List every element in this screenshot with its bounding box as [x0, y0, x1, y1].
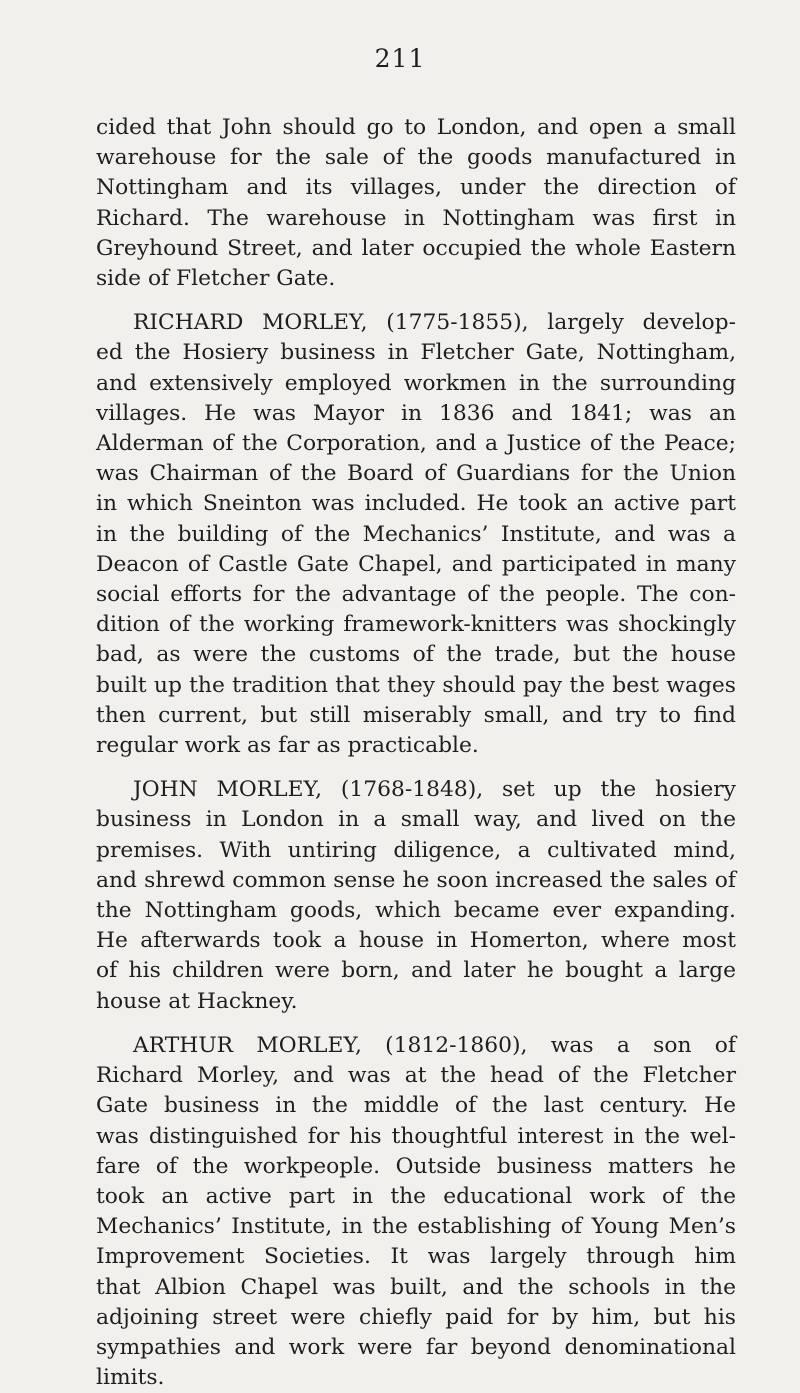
text-line: and shrewd common sense he soon increased the sales of — [96, 867, 736, 893]
text-line: regular work as far as practicable. — [96, 733, 479, 759]
text-line: Nottingham and its villages, under the direction of — [96, 175, 736, 201]
page-number: 211 — [374, 44, 426, 73]
text-line: ed the Hosiery business in Fletcher Gate, Nottingham, — [96, 340, 736, 366]
text-line: was distinguished for his thoughtful interest in the wel- — [96, 1123, 736, 1149]
text-line: cided that John should go to London, and open a small — [96, 115, 736, 140]
text-line: in which Sneinton was included. He took an active part — [96, 491, 736, 517]
text-line: of his children were born, and later he bought a large — [96, 958, 736, 984]
text-line: took an active part in the educational work of the — [96, 1183, 736, 1209]
text-line: the Nottingham goods, which became ever expanding. — [96, 898, 736, 924]
text-line: house at Hackney. — [96, 988, 298, 1014]
paragraph — [96, 113, 736, 294]
text-line: Gate business in the middle of the last century. He — [96, 1093, 736, 1119]
paragraph — [96, 775, 736, 1017]
text-line: ARTHUR MORLEY, (1812-1860), was a son of — [133, 1032, 736, 1058]
text-line: Alderman of the Corporation, and a Justice of the Peace; — [96, 431, 736, 457]
text-line: that Albion Chapel was built, and the schools in the — [96, 1274, 736, 1300]
text-line: adjoining street were chiefly paid for by him, but his — [96, 1304, 736, 1330]
text-line: in the building of the Mechanics’ Institute, and was a — [96, 521, 736, 547]
text-line: social efforts for the advantage of the people. The con- — [96, 582, 736, 608]
text-line: Richard. The warehouse in Nottingham was first in — [96, 205, 736, 231]
text-line: fare of the workpeople. Outside business matters he — [96, 1153, 736, 1179]
text-line: warehouse for the sale of the goods manufactured in — [96, 145, 736, 171]
text-line: side of Fletcher Gate. — [96, 266, 336, 292]
text-line: Mechanics’ Institute, in the establishing of Young Men’s — [96, 1214, 736, 1240]
text-line: villages. He was Mayor in 1836 and 1841; was an — [96, 400, 736, 426]
text-line: JOHN MORLEY, (1768-1848), set up the hosiery — [133, 777, 736, 803]
text-line: was Chairman of the Board of Guardians for the Union — [96, 461, 736, 487]
text-line: premises. With untiring diligence, a cultivated mind, — [96, 837, 736, 863]
text-line: Improvement Societies. It was largely through him — [96, 1244, 736, 1270]
text-line: dition of the working framework-knitters was shockingly — [96, 612, 736, 638]
text-line: He afterwards took a house in Homerton, where most — [96, 928, 736, 954]
text-line: Deacon of Castle Gate Chapel, and participated in many — [96, 551, 736, 577]
paragraph — [96, 1031, 736, 1393]
paragraph — [96, 308, 736, 761]
text-line: built up the tradition that they should pay the best wages — [96, 672, 736, 698]
text-line: and extensively employed workmen in the surrounding — [96, 370, 736, 396]
text-line: then current, but still miserably small, and try to find — [96, 702, 736, 728]
text-line: RICHARD MORLEY, (1775-1855), largely develop- — [133, 310, 736, 336]
text-line: business in London in a small way, and lived on the — [96, 807, 736, 833]
text-line: bad, as were the customs of the trade, but the house — [96, 642, 736, 668]
body-text — [96, 113, 736, 1393]
text-line: Greyhound Street, and later occupied the whole Eastern — [96, 235, 736, 261]
text-line: sympathies and work were far beyond denominational — [96, 1334, 736, 1360]
text-line: limits. — [96, 1365, 165, 1391]
text-line: Richard Morley, and was at the head of the Fletcher — [96, 1063, 736, 1089]
